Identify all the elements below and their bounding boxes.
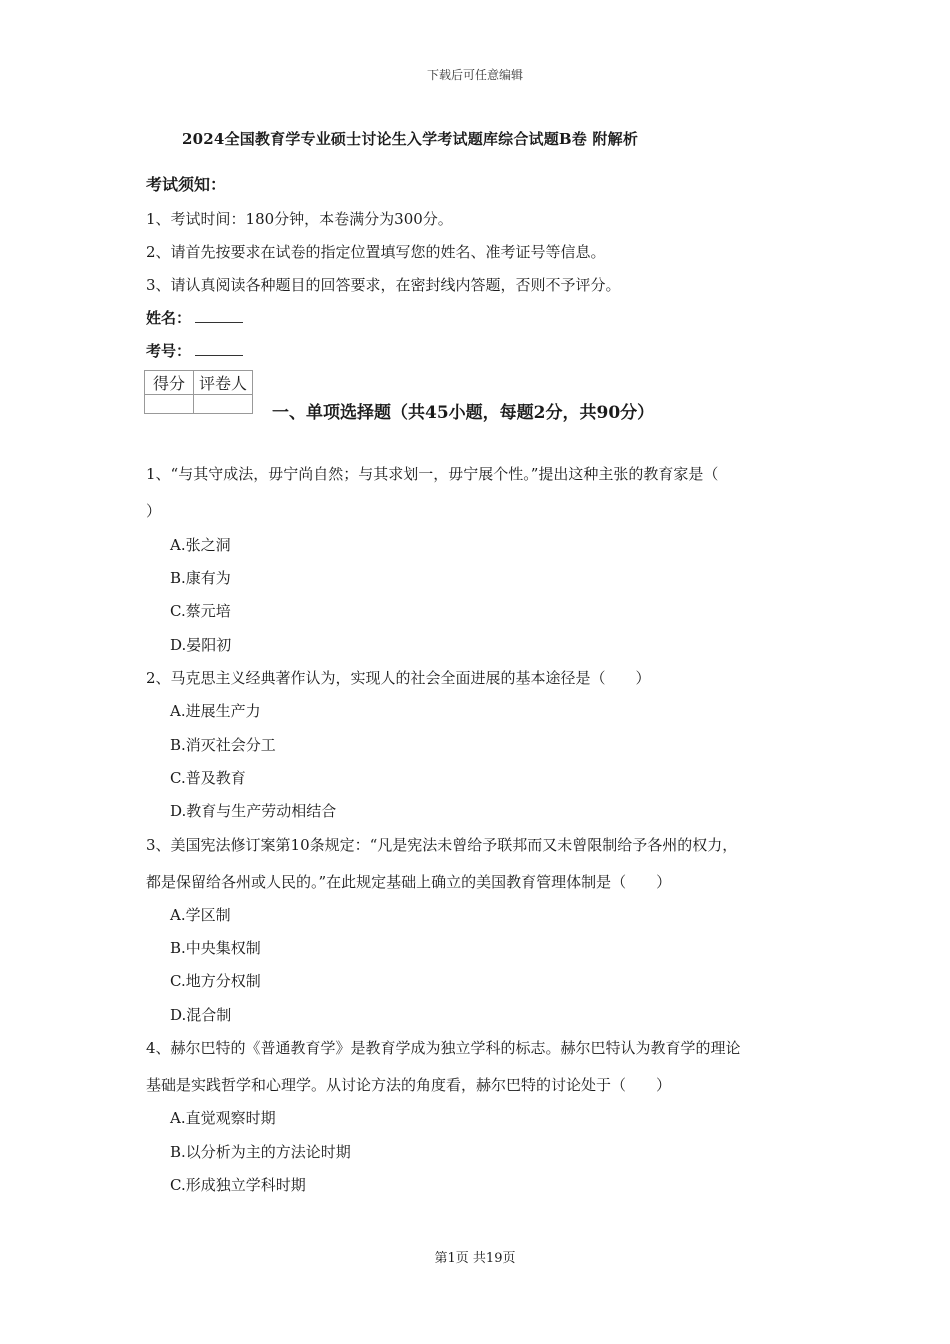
- notice-item: 3、请认真阅读各种题目的回答要求，在密封线内答题，否则不予评分。: [146, 276, 621, 294]
- page-footer: 第1页 共19页: [434, 1251, 516, 1266]
- answer-option: D.混合制: [170, 1006, 232, 1024]
- answer-option: C.蔡元培: [170, 602, 231, 620]
- question-text: ）: [146, 502, 162, 520]
- question-text: 4、赫尔巴特的《普通教育学》是教育学成为独立学科的标志。赫尔巴特认为教育学的理论: [146, 1039, 741, 1057]
- score-header: 得分: [145, 371, 194, 395]
- document-title: 2024全国教育学专业硕士讨论生入学考试题库综合试题B卷 附解析: [181, 130, 639, 148]
- grader-cell: [194, 395, 253, 414]
- notice-item: 2、请首先按要求在试卷的指定位置填写您的姓名、准考证号等信息。: [146, 243, 606, 261]
- question-text: 都是保留给各州或人民的。”在此规定基础上确立的美国教育管理体制是（ ）: [146, 873, 672, 891]
- answer-option: B.以分析为主的方法论时期: [170, 1143, 351, 1161]
- question-text: 3、美国宪法修订案第10条规定：“凡是宪法未曾给予联邦而又未曾限制给予各州的权力，: [146, 836, 738, 854]
- score-cell: [145, 395, 194, 414]
- answer-option: D.教育与生产劳动相结合: [170, 802, 337, 820]
- name-field: [146, 307, 243, 328]
- notice-heading: 考试须知：: [146, 175, 227, 194]
- notice-item: 1、考试时间：180分钟，本卷满分为300分。: [146, 210, 453, 228]
- answer-option: B.中央集权制: [170, 939, 261, 957]
- answer-option: A.学区制: [170, 906, 231, 924]
- question-text: 2、马克思主义经典著作认为，实现人的社会全面进展的基本途径是（ ）: [146, 669, 651, 687]
- question-text: 基础是实践哲学和心理学。从讨论方法的角度看，赫尔巴特的讨论处于（ ）: [146, 1076, 672, 1094]
- answer-option: A.张之洞: [170, 536, 231, 554]
- section-title: 一、单项选择题（共45小题，每题2分，共90分）: [272, 403, 655, 423]
- answer-option: C.地方分权制: [170, 972, 261, 990]
- answer-option: C.形成独立学科时期: [170, 1176, 306, 1194]
- answer-option: D.晏阳初: [170, 636, 232, 654]
- id-field: [146, 340, 243, 361]
- answer-option: B.康有为: [170, 569, 231, 587]
- name-label: 姓名：: [146, 309, 192, 327]
- id-blank: [195, 341, 243, 356]
- answer-option: B.消灭社会分工: [170, 736, 276, 754]
- score-table: [144, 370, 253, 414]
- header-note: 下载后可任意编辑: [426, 68, 523, 82]
- answer-option: C.普及教育: [170, 769, 246, 787]
- answer-option: A.直觉观察时期: [170, 1109, 276, 1127]
- question-text: 1、“与其守成法，毋宁尚自然；与其求划一，毋宁展个性。”提出这种主张的教育家是（: [146, 465, 719, 483]
- grader-header: 评卷人: [194, 371, 253, 395]
- name-blank: [195, 308, 243, 323]
- answer-option: A.进展生产力: [170, 702, 261, 720]
- id-label: 考号：: [146, 342, 192, 360]
